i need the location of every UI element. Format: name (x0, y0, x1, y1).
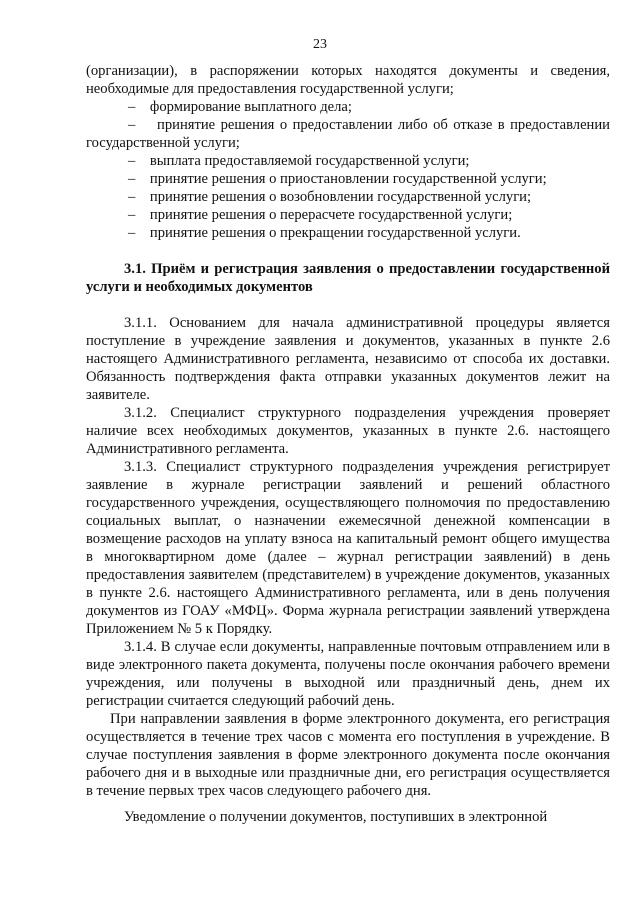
paragraph-3-1-1: 3.1.1. Основанием для начала административной процедуры является поступление в учреждение заявления и документов, указанных в пункте 2.6 настоящего Административного регламента, независимо от способа их доставки. Обязанность подтверждения факта отправки указанных документов лежит на заявителе. (86, 315, 610, 403)
list-item: – принятие решения о приостановлении государственной услуги; (128, 171, 547, 187)
list-item: – принятие решения о прекращении государственной услуги. (128, 225, 521, 241)
page-number: 23 (313, 37, 327, 52)
dash-list (86, 98, 610, 242)
paragraph-electronic-registration: При направлении заявления в форме электронного документа, его регистрация осуществляется в течение трех часов с момента его поступления в учреждение. В случае поступления заявления в форме электронного документа после окончания рабочего дня и в выходные или праздничные дни, его регистрация осуществляется в течение первых трех часов следующего рабочего дня. (86, 711, 610, 799)
paragraph-notification: Уведомление о получении документов, поступивших в электронной (124, 809, 548, 825)
list-item: – принятие решения о предоставлении либо об отказе в предоставлении государственной услуги; (86, 117, 610, 151)
list-item: – выплата предоставляемой государственной услуги; (128, 153, 470, 169)
paragraph-3-1-4: 3.1.4. В случае если документы, направленные почтовым отправлением или в виде электронного пакета документа, получены после окончания рабочего времени учреждения, или получены в выходной или праздничный день, днем их регистрации считается следующий рабочий день. (86, 639, 610, 709)
list-item: – принятие решения о возобновлении государственной услуги; (128, 189, 532, 205)
list-item: – формирование выплатного дела; (128, 99, 352, 115)
paragraph-3-1-3: 3.1.3. Специалист структурного подразделения учреждения регистрирует заявление в журнале регистрации заявлений и решений областного государственного учреждения, осуществляющего полномочия по предоставлению социальных выплат, о назначении ежемесячной денежной компенсации в возмещение расходов на уплату взноса на капитальный ремонт общего имущества в многоквартирном доме (далее – журнал регистрации заявлений) в день предоставления заявителем (представителем) в учреждение документов, указанных в пункте 2.6. настоящего Административного регламента, или в день получения документов из ГОАУ «МФЦ». Форма журнала регистрации заявлений утверждена Приложением № 5 к Порядку. (86, 459, 610, 637)
intro-paragraph: (организации), в распоряжении которых находятся документы и сведения, необходимые для предоставления государственной услуги; (86, 63, 610, 97)
document-body (86, 62, 610, 826)
paragraph-3-1-2: 3.1.2. Специалист структурного подразделения учреждения проверяет наличие всех необходимых документов, указанных в пункте 2.6. настоящего Административного регламента. (86, 405, 610, 457)
section-heading: 3.1. Приём и регистрация заявления о предоставлении государственной услуги и необходимых документов (86, 261, 610, 295)
list-item: – принятие решения о перерасчете государственной услуги; (128, 207, 513, 223)
